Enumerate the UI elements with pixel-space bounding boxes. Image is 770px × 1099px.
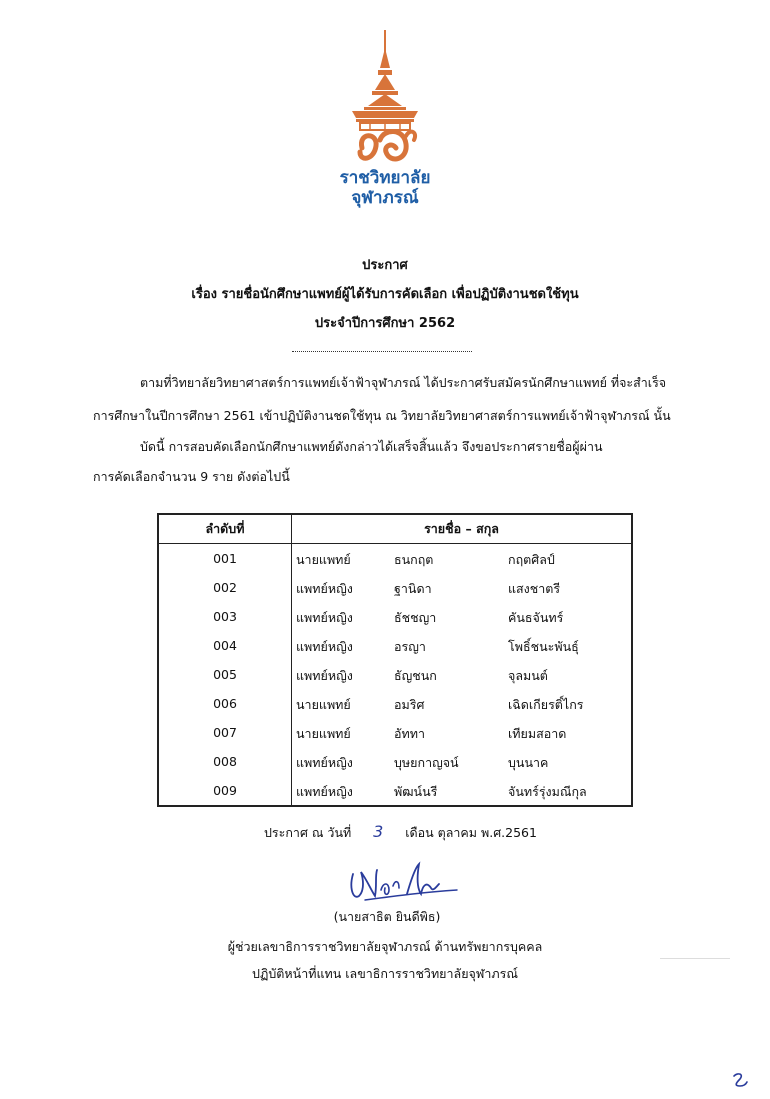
selected-students-table — [157, 513, 633, 807]
row-first-name: พัฒน์นรี — [394, 784, 438, 799]
row-name — [292, 544, 633, 574]
table-row — [158, 573, 632, 602]
scan-artifact-line — [660, 958, 730, 959]
row-name — [292, 718, 633, 747]
logo-text-line1: ราชวิทยาลัย — [339, 168, 431, 188]
row-name — [292, 631, 633, 660]
header-order: ลำดับที่ — [158, 514, 292, 544]
row-last-name: เฉิดเกียรติ์ไกร — [508, 697, 584, 712]
row-number: 009 — [158, 776, 292, 806]
announcement-date — [264, 822, 537, 843]
row-name — [292, 776, 633, 806]
table-row — [158, 718, 632, 747]
table-row — [158, 776, 632, 806]
row-name — [292, 602, 633, 631]
row-title: แพทย์หญิง — [296, 755, 353, 770]
row-last-name: บุนนาค — [508, 755, 549, 770]
paragraph-2-line-2: การคัดเลือกจำนวน 9 ราย ดังต่อไปนี้ — [93, 469, 290, 484]
row-first-name: อรญา — [394, 639, 426, 654]
row-number: 007 — [158, 718, 292, 747]
table-header-row — [158, 514, 632, 544]
row-first-name: อมริศ — [394, 697, 425, 712]
crown-emblem-icon — [330, 28, 440, 178]
college-logo — [330, 28, 440, 218]
row-last-name: โพธิ์ชนะพันธุ์ — [508, 639, 579, 654]
table-row — [158, 747, 632, 776]
row-last-name: กฤตศิลป์ — [508, 552, 555, 567]
row-first-name: ธนกฤต — [394, 552, 434, 567]
signatory-name: (นายสาธิต ยินดีพิธ) — [333, 909, 441, 924]
row-last-name: แสงชาตรี — [508, 581, 561, 596]
row-number: 003 — [158, 602, 292, 631]
table-row — [158, 660, 632, 689]
row-last-name: จุลมนต์ — [508, 668, 548, 683]
announcement-subject: เรื่อง รายชื่อนักศึกษาแพทย์ผู้ได้รับการคัดเลือก เพื่อปฏิบัติงานชดใช้ทุน — [191, 287, 579, 302]
announcement-label: ประกาศ — [362, 258, 408, 273]
date-suffix: เดือน ตุลาคม พ.ศ.2561 — [405, 825, 537, 840]
row-first-name: บุษยกาญจน์ — [394, 755, 459, 770]
row-first-name: ฐานิดา — [394, 581, 432, 596]
row-title: แพทย์หญิง — [296, 610, 353, 625]
row-title: แพทย์หญิง — [296, 639, 353, 654]
row-name — [292, 573, 633, 602]
table-row — [158, 631, 632, 660]
row-name — [292, 747, 633, 776]
paragraph-1-line-1: ตามที่วิทยาลัยวิทยาศาสตร์การแพทย์เจ้าฟ้าจุฬาภรณ์ ได้ประกาศรับสมัครนักศึกษาแพทย์ ที่จะสำเร็จ — [140, 375, 667, 390]
paragraph-1-line-2: การศึกษาในปีการศึกษา 2561 เข้าปฏิบัติงานชดใช้ทุน ณ วิทยาลัยวิทยาศาสตร์การแพทย์เจ้าฟ้าจุฬาภรณ์ นั้น — [93, 408, 671, 423]
row-name — [292, 689, 633, 718]
row-title: นายแพทย์ — [296, 726, 351, 741]
row-title: นายแพทย์ — [296, 552, 351, 567]
row-number: 002 — [158, 573, 292, 602]
table-row — [158, 602, 632, 631]
row-number: 004 — [158, 631, 292, 660]
row-number: 008 — [158, 747, 292, 776]
row-last-name: เทียมสอาด — [508, 726, 567, 741]
heading-divider — [292, 351, 472, 352]
announcement-year: ประจำปีการศึกษา 2562 — [314, 316, 456, 331]
logo-text-line2: จุฬาภรณ์ — [351, 188, 419, 208]
date-day-handwritten: 3 — [373, 822, 384, 841]
row-first-name: ธัญชนก — [394, 668, 437, 683]
row-last-name: จันทร์รุ่งมณีกุล — [508, 784, 587, 799]
row-title: แพทย์หญิง — [296, 581, 353, 596]
row-first-name: ธัชชญา — [394, 610, 437, 625]
paragraph-2-line-1: บัดนี้ การสอบคัดเลือกนักศึกษาแพทย์ดังกล่าวได้เสร็จสิ้นแล้ว จึงขอประกาศรายชื่อผู้ผ่าน — [140, 439, 603, 454]
row-title: นายแพทย์ — [296, 697, 351, 712]
table-row — [158, 544, 632, 574]
header-name: รายชื่อ – สกุล — [292, 514, 633, 544]
signatory-position: ผู้ช่วยเลขาธิการราชวิทยาลัยจุฬาภรณ์ ด้านทรัพยากรบุคคล — [227, 939, 543, 954]
row-number: 001 — [158, 544, 292, 574]
row-last-name: คันธจันทร์ — [508, 610, 564, 625]
row-title: แพทย์หญิง — [296, 668, 353, 683]
date-prefix: ประกาศ ณ วันที่ — [264, 825, 352, 840]
row-title: แพทย์หญิง — [296, 784, 353, 799]
row-first-name: อัททา — [394, 726, 426, 741]
row-number: 005 — [158, 660, 292, 689]
table-row — [158, 689, 632, 718]
row-number: 006 — [158, 689, 292, 718]
signatory-acting: ปฏิบัติหน้าที่แทน เลขาธิการราชวิทยาลัยจุฬาภรณ์ — [252, 966, 518, 981]
handwritten-mark-icon — [730, 1070, 750, 1090]
row-name — [292, 660, 633, 689]
signature-icon — [345, 860, 465, 908]
